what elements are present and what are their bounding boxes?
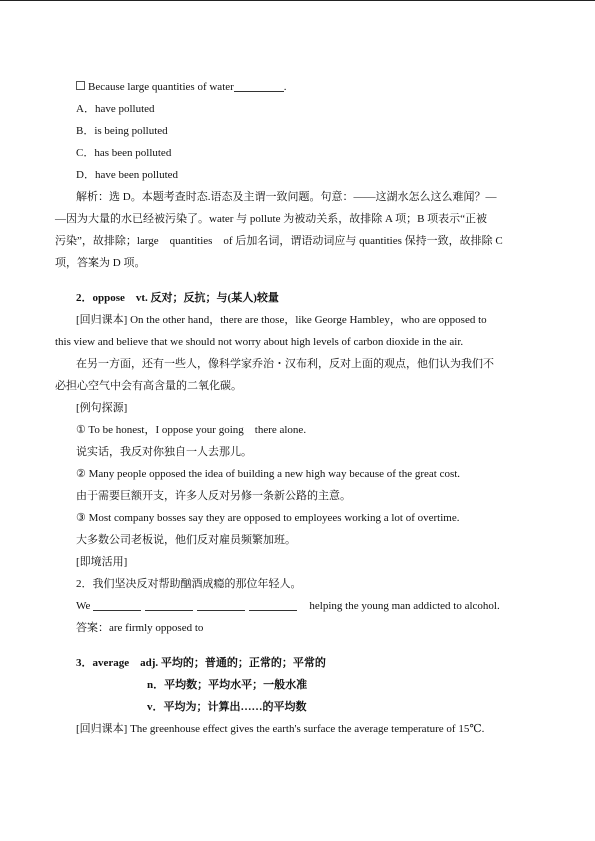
q1-option-c: C．has been polluted — [76, 147, 172, 159]
q1-stem-text: Because large quantities of water — [88, 81, 234, 93]
q1-stem — [55, 76, 542, 98]
textbook-en-line — [55, 309, 542, 331]
textbook-label: [回归课本] — [76, 723, 128, 735]
page-content — [55, 76, 542, 740]
q1-option-b: B．is being polluted — [76, 125, 168, 137]
practice-answer: 答案：are firmly opposed to — [76, 622, 204, 634]
textbook-zh-line: 在另一方面，还有一些人，像科学家乔治・汉布利，反对上面的观点，他们认为我们不 — [76, 358, 494, 370]
textbook-en-line: this view and believe that we should not worry about high levels of carbon dioxide in the air. — [55, 336, 464, 348]
practice-fill-line — [55, 595, 542, 617]
entry-heading-average: 3．average adj. 平均的；普通的；正常的；平常的 — [76, 657, 326, 669]
example-en: ② Many people opposed the idea of building a new high way because of the great cost. — [76, 468, 461, 480]
practice-label: [即境活用] — [76, 556, 128, 568]
textbook-en-line — [55, 718, 542, 740]
example-en: ③ Most company bosses say they are opposed to employees working a lot of overtime. — [76, 512, 460, 524]
example-zh: 大多数公司老板说，他们反对雇员频繁加班。 — [76, 534, 296, 546]
textbook-en-text: The greenhouse effect gives the earth's surface the average temperature of 15℃. — [127, 723, 485, 735]
q1-analysis-line: —因为大量的水已经被污染了。water 与 pollute 为被动关系，故排除 A 项；B 项表示“正被 — [55, 213, 488, 225]
examples-label: [例句探源] — [76, 402, 128, 414]
q1-option-d: D．have been polluted — [76, 169, 179, 181]
answer-blank — [197, 598, 245, 611]
q1-analysis-line: 污染”，故排除；large quantities of 后加名词，谓语动词应与 quantities 保持一致，故排除 C — [55, 235, 503, 247]
example-zh: 说实话，我反对你独自一人去那儿。 — [76, 446, 252, 458]
answer-blank — [93, 598, 141, 611]
textbook-label: [回归课本] — [76, 314, 128, 326]
q1-analysis-line: 项，答案为 D 项。 — [55, 257, 146, 269]
average-sense-verb: v．平均为；计算出……的平均数 — [147, 701, 307, 713]
textbook-en-text: On the other hand，there are those，like George Hambley，who are opposed to — [127, 314, 487, 326]
practice-rest: helping the young man addicted to alcohol. — [309, 600, 500, 612]
example-zh: 由于需要巨额开支，许多人反对另修一条新公路的主意。 — [76, 490, 351, 502]
answer-blank — [145, 598, 193, 611]
example-en: ① To be honest，I oppose your going there alone. — [76, 424, 307, 436]
q1-analysis-line: 解析：选 D。本题考查时态.语态及主谓一致问题。句意：——这湖水怎么这么难闻？— — [76, 191, 497, 203]
practice-we: We — [76, 600, 91, 612]
checkbox-icon — [76, 81, 85, 90]
practice-question: 2．我们坚决反对帮助酗酒成瘾的那位年轻人。 — [76, 578, 302, 590]
answer-blank — [234, 79, 284, 92]
q1-option-a: A．have polluted — [76, 103, 155, 115]
entry-heading-oppose: 2．oppose vt. 反对；反抗；与(某人)较量 — [76, 292, 279, 304]
top-rule — [0, 0, 595, 1]
average-sense-noun: n．平均数；平均水平；一般水准 — [147, 679, 308, 691]
answer-blank — [249, 598, 297, 611]
textbook-zh-line: 必担心空气中会有高含量的二氧化碳。 — [55, 380, 242, 392]
q1-stem-end: . — [283, 81, 287, 93]
